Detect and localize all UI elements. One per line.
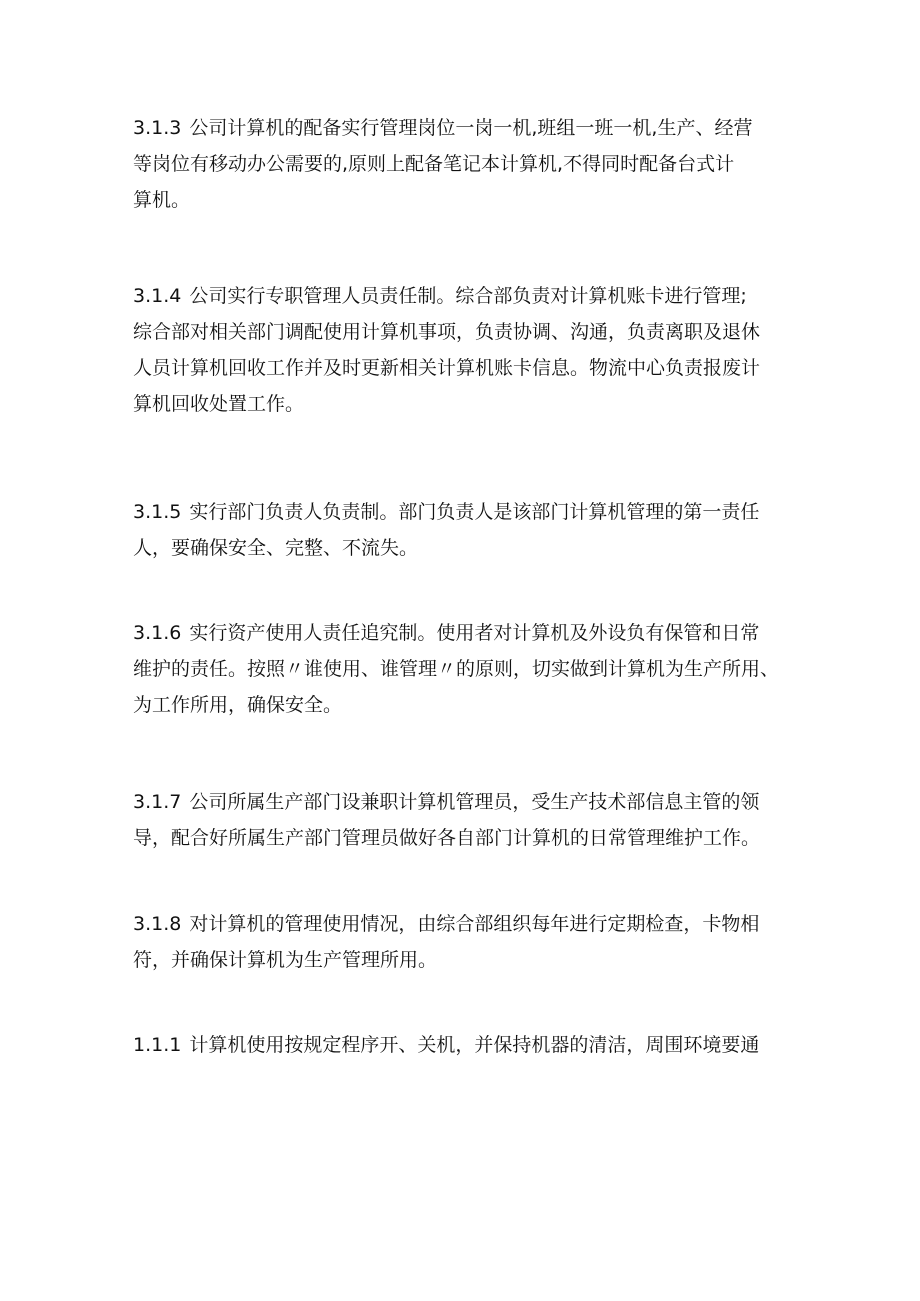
paragraph-line: [133, 110, 813, 146]
paragraph-number: 3.1.8: [133, 913, 182, 935]
paragraph-1-1-1: [133, 1027, 813, 1063]
paragraph-line: 等岗位有移动办公需要的,原则上配备笔记本计算机,不得同时配备台式计: [133, 153, 735, 175]
paragraph-line: 符，并确保计算机为生产管理所用。: [133, 949, 438, 971]
paragraph-number: 3.1.5: [133, 501, 182, 523]
paragraph-number: 3.1.4: [133, 285, 182, 307]
paragraph-line: 人员计算机回收工作并及时更新相关计算机账卡信息。物流中心负责报废计: [133, 357, 761, 379]
paragraph-3-1-5: [133, 494, 813, 566]
paragraph-text: 计算机使用按规定程序开、关机，并保持机器的清洁，周围环境要通: [189, 1034, 760, 1056]
paragraph-number: 1.1.1: [133, 1034, 182, 1056]
paragraph-line: [133, 615, 813, 651]
paragraph-line: 算机回收处置工作。: [133, 393, 305, 415]
paragraph-number: 3.1.7: [133, 791, 182, 813]
paragraph-number: 3.1.3: [133, 117, 182, 139]
paragraph-3-1-8: [133, 906, 813, 978]
paragraph-line: 人，要确保安全、完整、不流失。: [133, 537, 419, 559]
paragraph-3-1-6: [133, 615, 813, 723]
paragraph-line: [133, 1027, 813, 1063]
paragraph-text: 公司所属生产部门设兼职计算机管理员，受生产技术部信息主管的领: [189, 791, 760, 813]
paragraph-line: [133, 784, 813, 820]
paragraph-number: 3.1.6: [133, 622, 182, 644]
paragraph-text: 公司计算机的配备实行管理岗位一岗一机,班组一班一机,生产、经营: [189, 117, 753, 139]
paragraph-text: 实行部门负责人负责制。部门负责人是该部门计算机管理的第一责任: [189, 501, 760, 523]
paragraph-text: 实行资产使用人责任追究制。使用者对计算机及外设负有保管和日常: [189, 622, 760, 644]
paragraph-line: [133, 494, 813, 530]
paragraph-3-1-3: [133, 110, 813, 218]
paragraph-text: 公司实行专职管理人员责任制。综合部负责对计算机账卡进行管理;: [189, 285, 747, 307]
paragraph-line: 算机。: [133, 189, 191, 211]
paragraph-line: 导，配合好所属生产部门管理员做好各自部门计算机的日常管理维护工作。: [133, 827, 761, 849]
paragraph-line: [133, 906, 813, 942]
paragraph-line: 为工作所用，确保安全。: [133, 694, 343, 716]
paragraph-line: 维护的责任。按照〃谁使用、谁管理〃的原则，切实做到计算机为生产所用、: [133, 658, 780, 680]
paragraph-3-1-4: [133, 278, 813, 422]
paragraph-line: [133, 278, 813, 314]
paragraph-line: 综合部对相关部门调配使用计算机事项，负责协调、沟通，负责离职及退休: [133, 321, 761, 343]
paragraph-text: 对计算机的管理使用情况，由综合部组织每年进行定期检查，卡物相: [189, 913, 760, 935]
paragraph-3-1-7: [133, 784, 813, 856]
